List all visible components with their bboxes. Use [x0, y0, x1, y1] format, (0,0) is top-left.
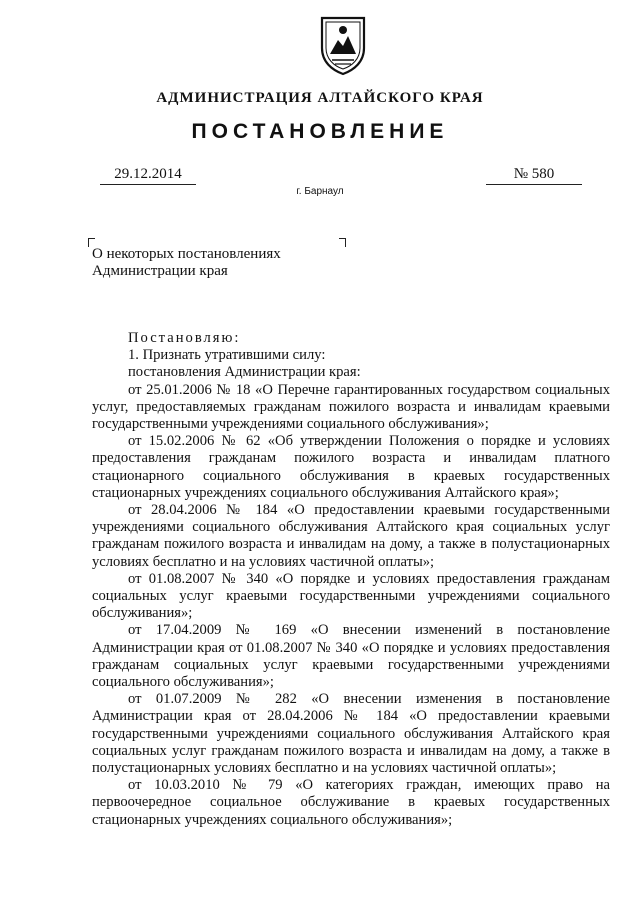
document-subject: О некоторых постановлениях Администрации края — [92, 246, 281, 279]
organization-title: АДМИНИСТРАЦИЯ АЛТАЙСКОГО КРАЯ — [156, 90, 484, 106]
document-city: г. Барнаул — [296, 186, 344, 197]
entry-paragraph: от 28.04.2006 № 184 «О предоставлении краевыми государственными учреждениями социального обслуживания Алтайского края социальных услуг гражданам пожилого возраста и инвалидам на дому, а также в полустационарных условиях бесплатно и на условиях частичной оплаты»; — [92, 502, 610, 570]
entry-paragraph: от 25.01.2006 № 18 «О Перечне гарантированных государством социальных услуг, предоставляемых гражданам пожилого возраста и инвалидам краевыми государственными учреждениями социального обслуживания»; — [92, 381, 610, 433]
document-body — [92, 330, 610, 829]
resolve-heading: Постановляю: — [128, 330, 241, 346]
document-number: № 580 — [486, 166, 582, 185]
entry-paragraph: от 10.03.2010 № 79 «О категориях граждан, имеющих право на первоочередное социальное обслуживание в краевых государственных стационарных учреждениях социального обслуживания»; — [92, 777, 610, 828]
paragraph-item-1: 1. Признать утратившими силу: — [128, 347, 326, 364]
entry-paragraph: от 01.07.2009 № 282 «О внесении изменения в постановление Администрации края от 28.04.2006 № 184 «О предоставлении краевыми государственными учреждениями социального обслуживания Алтайского края социальных услуг гражданам пожилого возраста и инвалидам на дому, а также в полустационарных условиях бесплатно и на условиях частичной оплаты»; — [92, 691, 610, 777]
coat-of-arms-icon — [318, 14, 368, 76]
document-date: 29.12.2014 — [100, 166, 196, 185]
entry-paragraph: от 01.08.2007 № 340 «О порядке и условиях предоставления гражданам социальных услуг краевыми государственными учреждениями социального обслуживания»; — [92, 570, 610, 622]
entry-paragraph: от 17.04.2009 № 169 «О внесении изменений в постановление Администрации края от 01.08.2007 № 340 «О порядке и условиях предоставления гражданам социальных услуг краевыми государственными учреждениями социального обслуживания»; — [92, 622, 610, 691]
entry-paragraph: от 15.02.2006 № 62 «Об утверждении Положения о порядке и условиях предоставления гражданам пожилого возраста и инвалидам платного стационарного социального обслуживания в краевых государственных стационарных учреждениях социального обслуживания Алтайского края»; — [92, 433, 610, 501]
document-type: ПОСТАНОВЛЕНИЕ — [191, 120, 449, 143]
paragraph-item-1-intro: постановления Администрации края: — [128, 364, 361, 381]
